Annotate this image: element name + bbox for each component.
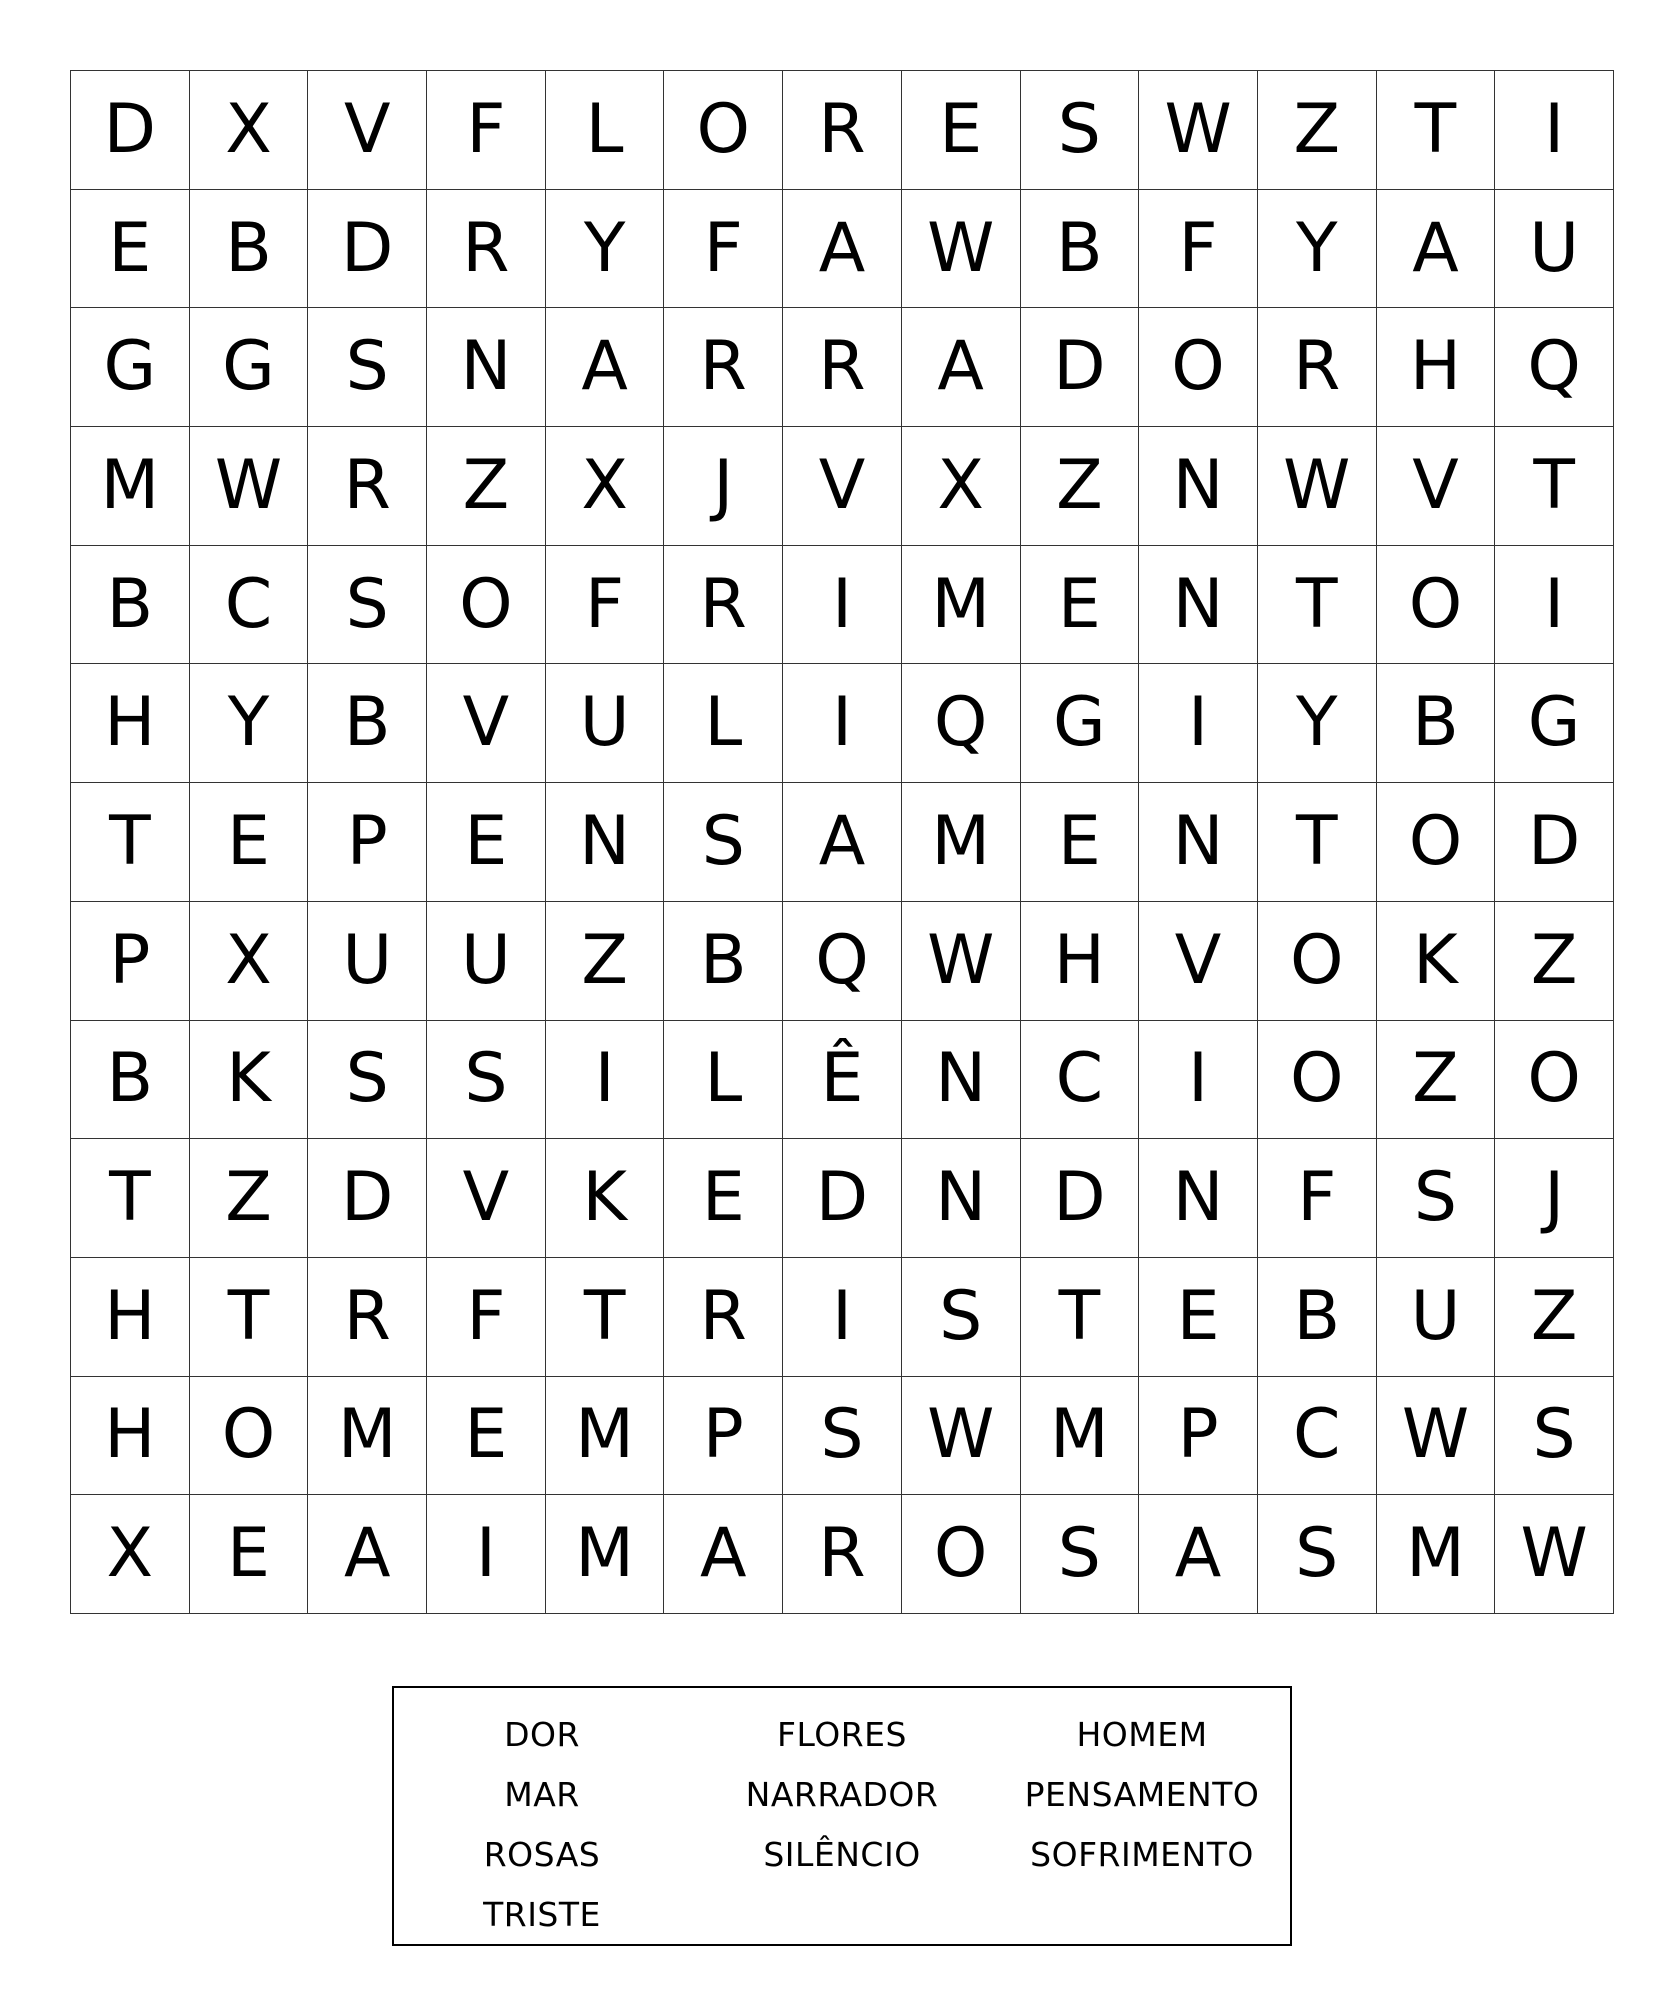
- grid-cell-r9-c3[interactable]: S: [308, 1021, 427, 1140]
- grid-cell-r8-c10[interactable]: V: [1139, 902, 1258, 1021]
- grid-cell-r2-c2[interactable]: B: [190, 190, 309, 309]
- grid-cell-r12-c8[interactable]: W: [902, 1377, 1021, 1496]
- grid-cell-r12-c12[interactable]: W: [1377, 1377, 1496, 1496]
- grid-cell-r9-c13[interactable]: O: [1495, 1021, 1614, 1140]
- word-bank-item: PENSAMENTO: [1024, 1774, 1260, 1814]
- grid-cell-r4-c5[interactable]: X: [546, 427, 665, 546]
- grid-cell-r8-c9[interactable]: H: [1021, 902, 1140, 1021]
- grid-cell-r4-c2[interactable]: W: [190, 427, 309, 546]
- grid-cell-r13-c7[interactable]: R: [783, 1495, 902, 1614]
- grid-cell-r11-c1[interactable]: H: [71, 1258, 190, 1377]
- grid-cell-r7-c12[interactable]: O: [1377, 783, 1496, 902]
- grid-cell-r9-c6[interactable]: L: [664, 1021, 783, 1140]
- grid-cell-r6-c4[interactable]: V: [427, 664, 546, 783]
- grid-cell-r2-c6[interactable]: F: [664, 190, 783, 309]
- grid-cell-r10-c3[interactable]: D: [308, 1139, 427, 1258]
- word-bank-item: SOFRIMENTO: [1030, 1834, 1254, 1874]
- grid-cell-r12-c7[interactable]: S: [783, 1377, 902, 1496]
- grid-cell-r7-c2[interactable]: E: [190, 783, 309, 902]
- grid-cell-r13-c13[interactable]: W: [1495, 1495, 1614, 1614]
- grid-cell-r3-c7[interactable]: R: [783, 308, 902, 427]
- grid-cell-r11-c8[interactable]: S: [902, 1258, 1021, 1377]
- grid-cell-r3-c13[interactable]: Q: [1495, 308, 1614, 427]
- grid-cell-r5-c9[interactable]: E: [1021, 546, 1140, 665]
- grid-cell-r7-c3[interactable]: P: [308, 783, 427, 902]
- grid-cell-r10-c7[interactable]: D: [783, 1139, 902, 1258]
- grid-cell-r5-c13[interactable]: I: [1495, 546, 1614, 665]
- grid-cell-r6-c5[interactable]: U: [546, 664, 665, 783]
- grid-cell-r8-c11[interactable]: O: [1258, 902, 1377, 1021]
- grid-cell-r3-c4[interactable]: N: [427, 308, 546, 427]
- word-list: [392, 1704, 1292, 1944]
- grid-cell-r12-c11[interactable]: C: [1258, 1377, 1377, 1496]
- grid-cell-r1-c11[interactable]: Z: [1258, 71, 1377, 190]
- word-bank-item: HOMEM: [1076, 1714, 1208, 1754]
- grid-cell-r8-c6[interactable]: B: [664, 902, 783, 1021]
- grid-cell-r5-c6[interactable]: R: [664, 546, 783, 665]
- grid-cell-r5-c5[interactable]: F: [546, 546, 665, 665]
- grid-cell-r5-c1[interactable]: B: [71, 546, 190, 665]
- grid-cell-r8-c5[interactable]: Z: [546, 902, 665, 1021]
- grid-cell-r6-c2[interactable]: Y: [190, 664, 309, 783]
- grid-cell-r4-c7[interactable]: V: [783, 427, 902, 546]
- grid-cell-r8-c12[interactable]: K: [1377, 902, 1496, 1021]
- grid-cell-r13-c8[interactable]: O: [902, 1495, 1021, 1614]
- grid-cell-r10-c11[interactable]: F: [1258, 1139, 1377, 1258]
- grid-cell-r1-c2[interactable]: X: [190, 71, 309, 190]
- grid-cell-r10-c6[interactable]: E: [664, 1139, 783, 1258]
- grid-cell-r7-c1[interactable]: T: [71, 783, 190, 902]
- grid-cell-r8-c1[interactable]: P: [71, 902, 190, 1021]
- grid-cell-r1-c13[interactable]: I: [1495, 71, 1614, 190]
- grid-cell-r3-c11[interactable]: R: [1258, 308, 1377, 427]
- grid-cell-r2-c12[interactable]: A: [1377, 190, 1496, 309]
- grid-cell-r12-c6[interactable]: P: [664, 1377, 783, 1496]
- grid-cell-r11-c7[interactable]: I: [783, 1258, 902, 1377]
- grid-cell-r5-c12[interactable]: O: [1377, 546, 1496, 665]
- grid-cell-r13-c11[interactable]: S: [1258, 1495, 1377, 1614]
- grid-cell-r4-c4[interactable]: Z: [427, 427, 546, 546]
- grid-cell-r7-c5[interactable]: N: [546, 783, 665, 902]
- grid-cell-r6-c12[interactable]: B: [1377, 664, 1496, 783]
- grid-cell-r1-c4[interactable]: F: [427, 71, 546, 190]
- grid-cell-r7-c7[interactable]: A: [783, 783, 902, 902]
- grid-cell-r12-c1[interactable]: H: [71, 1377, 190, 1496]
- grid-cell-r11-c9[interactable]: T: [1021, 1258, 1140, 1377]
- grid-cell-r13-c1[interactable]: X: [71, 1495, 190, 1614]
- grid-cell-r2-c9[interactable]: B: [1021, 190, 1140, 309]
- grid-cell-r12-c10[interactable]: P: [1139, 1377, 1258, 1496]
- grid-cell-r9-c10[interactable]: I: [1139, 1021, 1258, 1140]
- grid-cell-r5-c11[interactable]: T: [1258, 546, 1377, 665]
- grid-cell-r2-c8[interactable]: W: [902, 190, 1021, 309]
- grid-cell-r5-c7[interactable]: I: [783, 546, 902, 665]
- grid-cell-r3-c2[interactable]: G: [190, 308, 309, 427]
- word-bank-item: MAR: [504, 1774, 580, 1814]
- word-bank-item: ROSAS: [483, 1834, 601, 1874]
- grid-cell-r3-c8[interactable]: A: [902, 308, 1021, 427]
- grid-cell-r6-c3[interactable]: B: [308, 664, 427, 783]
- grid-cell-r12-c2[interactable]: O: [190, 1377, 309, 1496]
- grid-cell-r6-c1[interactable]: H: [71, 664, 190, 783]
- grid-cell-r7-c11[interactable]: T: [1258, 783, 1377, 902]
- word-bank-item: TRISTE: [483, 1894, 601, 1934]
- grid-cell-r1-c10[interactable]: W: [1139, 71, 1258, 190]
- grid-cell-r3-c10[interactable]: O: [1139, 308, 1258, 427]
- grid-cell-r6-c8[interactable]: Q: [902, 664, 1021, 783]
- grid-cell-r3-c12[interactable]: H: [1377, 308, 1496, 427]
- grid-cell-r10-c12[interactable]: S: [1377, 1139, 1496, 1258]
- grid-cell-r9-c12[interactable]: Z: [1377, 1021, 1496, 1140]
- grid-cell-r10-c1[interactable]: T: [71, 1139, 190, 1258]
- grid-cell-r4-c3[interactable]: R: [308, 427, 427, 546]
- grid-cell-r10-c4[interactable]: V: [427, 1139, 546, 1258]
- grid-cell-r2-c11[interactable]: Y: [1258, 190, 1377, 309]
- grid-cell-r5-c10[interactable]: N: [1139, 546, 1258, 665]
- grid-cell-r2-c1[interactable]: E: [71, 190, 190, 309]
- grid-cell-r13-c5[interactable]: M: [546, 1495, 665, 1614]
- grid-cell-r12-c5[interactable]: M: [546, 1377, 665, 1496]
- grid-cell-r5-c8[interactable]: M: [902, 546, 1021, 665]
- grid-cell-r11-c5[interactable]: T: [546, 1258, 665, 1377]
- grid-cell-r9-c11[interactable]: O: [1258, 1021, 1377, 1140]
- grid-cell-r4-c10[interactable]: N: [1139, 427, 1258, 546]
- grid-cell-r10-c9[interactable]: D: [1021, 1139, 1140, 1258]
- grid-cell-r2-c7[interactable]: A: [783, 190, 902, 309]
- grid-cell-r1-c3[interactable]: V: [308, 71, 427, 190]
- grid-cell-r10-c8[interactable]: N: [902, 1139, 1021, 1258]
- grid-cell-r4-c11[interactable]: W: [1258, 427, 1377, 546]
- grid-cell-r4-c12[interactable]: V: [1377, 427, 1496, 546]
- grid-cell-r5-c3[interactable]: S: [308, 546, 427, 665]
- grid-cell-r9-c7[interactable]: Ê: [783, 1021, 902, 1140]
- grid-cell-r3-c6[interactable]: R: [664, 308, 783, 427]
- word-search-grid: [70, 70, 1614, 1614]
- grid-cell-r9-c5[interactable]: I: [546, 1021, 665, 1140]
- grid-cell-r13-c10[interactable]: A: [1139, 1495, 1258, 1614]
- grid-cell-r9-c1[interactable]: B: [71, 1021, 190, 1140]
- grid-cell-r2-c13[interactable]: U: [1495, 190, 1614, 309]
- grid-cell-r8-c3[interactable]: U: [308, 902, 427, 1021]
- grid-cell-r1-c5[interactable]: L: [546, 71, 665, 190]
- grid-cell-r1-c7[interactable]: R: [783, 71, 902, 190]
- grid-cell-r11-c12[interactable]: U: [1377, 1258, 1496, 1377]
- grid-cell-r9-c8[interactable]: N: [902, 1021, 1021, 1140]
- grid-cell-r1-c9[interactable]: S: [1021, 71, 1140, 190]
- word-bank-item: DOR: [504, 1714, 580, 1754]
- word-bank-item: SILÊNCIO: [763, 1834, 921, 1874]
- word-bank-item: NARRADOR: [745, 1774, 939, 1814]
- grid-cell-r10-c5[interactable]: K: [546, 1139, 665, 1258]
- grid-cell-r4-c1[interactable]: M: [71, 427, 190, 546]
- grid-cell-r9-c2[interactable]: K: [190, 1021, 309, 1140]
- grid-cell-r12-c9[interactable]: M: [1021, 1377, 1140, 1496]
- grid-cell-r9-c4[interactable]: S: [427, 1021, 546, 1140]
- grid-cell-r10-c10[interactable]: N: [1139, 1139, 1258, 1258]
- grid-cell-r11-c2[interactable]: T: [190, 1258, 309, 1377]
- grid-cell-r7-c8[interactable]: M: [902, 783, 1021, 902]
- grid-cell-r13-c12[interactable]: M: [1377, 1495, 1496, 1614]
- grid-cell-r11-c11[interactable]: B: [1258, 1258, 1377, 1377]
- grid-cell-r4-c8[interactable]: X: [902, 427, 1021, 546]
- grid-cell-r4-c9[interactable]: Z: [1021, 427, 1140, 546]
- grid-cell-r4-c6[interactable]: J: [664, 427, 783, 546]
- grid-cell-r13-c3[interactable]: A: [308, 1495, 427, 1614]
- grid-cell-r11-c10[interactable]: E: [1139, 1258, 1258, 1377]
- grid-cell-r13-c2[interactable]: E: [190, 1495, 309, 1614]
- grid-cell-r6-c13[interactable]: G: [1495, 664, 1614, 783]
- grid-cell-r7-c9[interactable]: E: [1021, 783, 1140, 902]
- grid-cell-r12-c13[interactable]: S: [1495, 1377, 1614, 1496]
- grid-cell-r13-c4[interactable]: I: [427, 1495, 546, 1614]
- grid-cell-r1-c6[interactable]: O: [664, 71, 783, 190]
- grid-cell-r6-c6[interactable]: L: [664, 664, 783, 783]
- grid-cell-r12-c4[interactable]: E: [427, 1377, 546, 1496]
- grid-cell-r4-c13[interactable]: T: [1495, 427, 1614, 546]
- grid-cell-r8-c4[interactable]: U: [427, 902, 546, 1021]
- grid-cell-r1-c8[interactable]: E: [902, 71, 1021, 190]
- grid-cell-r8-c2[interactable]: X: [190, 902, 309, 1021]
- grid-cell-r8-c7[interactable]: Q: [783, 902, 902, 1021]
- grid-cell-r7-c10[interactable]: N: [1139, 783, 1258, 902]
- grid-cell-r11-c6[interactable]: R: [664, 1258, 783, 1377]
- grid-cell-r3-c9[interactable]: D: [1021, 308, 1140, 427]
- grid-cell-r10-c2[interactable]: Z: [190, 1139, 309, 1258]
- grid-cell-r10-c13[interactable]: J: [1495, 1139, 1614, 1258]
- grid-cell-r1-c1[interactable]: D: [71, 71, 190, 190]
- grid-cell-r3-c5[interactable]: A: [546, 308, 665, 427]
- grid-cell-r13-c6[interactable]: A: [664, 1495, 783, 1614]
- grid-cell-r7-c6[interactable]: S: [664, 783, 783, 902]
- grid-cell-r1-c12[interactable]: T: [1377, 71, 1496, 190]
- word-bank-item: FLORES: [777, 1714, 907, 1754]
- word-bank: [392, 1686, 1292, 1946]
- grid-cell-r2-c3[interactable]: D: [308, 190, 427, 309]
- grid-cell-r2-c4[interactable]: R: [427, 190, 546, 309]
- grid-cell-r5-c2[interactable]: C: [190, 546, 309, 665]
- grid-cell-r2-c5[interactable]: Y: [546, 190, 665, 309]
- grid-cell-r11-c13[interactable]: Z: [1495, 1258, 1614, 1377]
- grid-cell-r12-c3[interactable]: M: [308, 1377, 427, 1496]
- grid-cell-r7-c4[interactable]: E: [427, 783, 546, 902]
- grid-cell-r6-c10[interactable]: I: [1139, 664, 1258, 783]
- grid-cell-r9-c9[interactable]: C: [1021, 1021, 1140, 1140]
- grid-cell-r5-c4[interactable]: O: [427, 546, 546, 665]
- grid-cell-r3-c3[interactable]: S: [308, 308, 427, 427]
- grid-cell-r7-c13[interactable]: D: [1495, 783, 1614, 902]
- grid-cell-r11-c4[interactable]: F: [427, 1258, 546, 1377]
- grid-cell-r3-c1[interactable]: G: [71, 308, 190, 427]
- grid-cell-r8-c13[interactable]: Z: [1495, 902, 1614, 1021]
- grid-cell-r6-c9[interactable]: G: [1021, 664, 1140, 783]
- grid-cell-r6-c7[interactable]: I: [783, 664, 902, 783]
- grid-cell-r13-c9[interactable]: S: [1021, 1495, 1140, 1614]
- grid-cell-r8-c8[interactable]: W: [902, 902, 1021, 1021]
- grid-cell-r2-c10[interactable]: F: [1139, 190, 1258, 309]
- grid-cell-r11-c3[interactable]: R: [308, 1258, 427, 1377]
- grid-cell-r6-c11[interactable]: Y: [1258, 664, 1377, 783]
